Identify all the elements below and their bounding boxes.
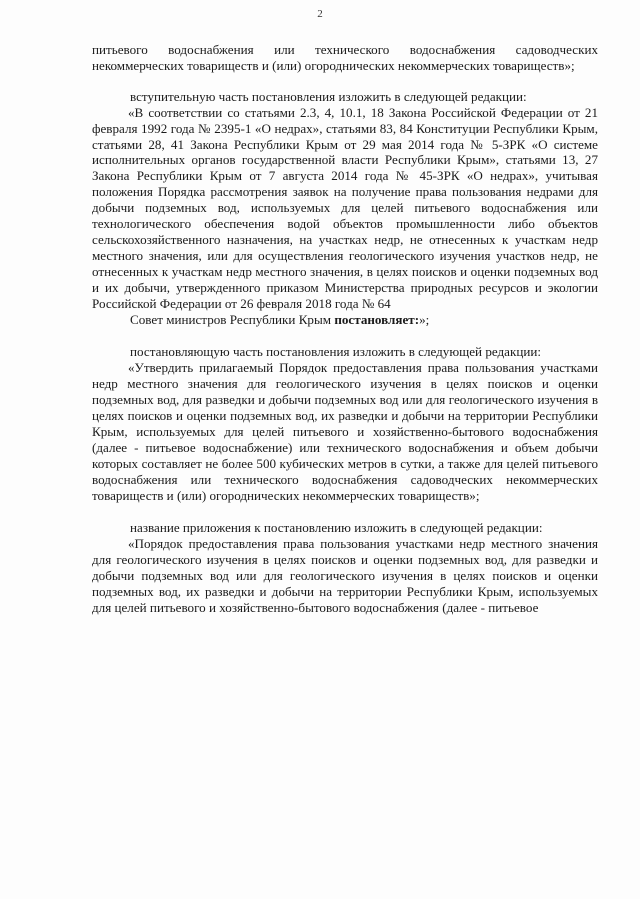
paragraph-appendix-title: «Порядок предоставления права пользования участками недр местного значения для геологического изучения в целях поисков и оценки подземных вод, для разведки и добычи подземных вод или для геологического изучения в целях поисков и оценки подземных вод, их разведки и добычи на территории Республики Крым, используемых для целей питьевого и хозяйственно-бытового водоснабжения (далее - питьевое — [92, 536, 598, 615]
paragraph-operative-instruction: постановляющую часть постановления изложить в следующей редакции: — [130, 344, 541, 360]
paragraph-appendix-instruction: название приложения к постановлению изложить в следующей редакции: — [130, 520, 543, 536]
paragraph-preamble-text: «В соответствии со статьями 2.3, 4, 10.1, 18 Закона Российской Федерации от 21 февраля 1992 года № 2395-1 «О недрах», статьями 83, 84 Конституции Республики Крым, статьями 28, 41 Закона Республики Крым от 29 мая 2014 года № 5-ЗРК «О системе исполнительных органов государственной власти Республики Крым», статьями 13, 27 Закона Республики Крым от 7 августа 2014 года № 45-ЗРК «О недрах», учитывая положения Порядка рассмотрения заявок на получение права пользования недрами для добычи подземных вод, используемых для целей питьевого водоснабжения или технологического обеспечения водой объектов промышленности либо объектов сельскохозяйственного назначения, на участках недр, не отнесенных к участкам недр местного значения, или для осуществления геологического изучения участков недр, не отнесенных к участкам недр местного значения, в целях поисков и оценки подземных вод и их добычи, утвержденного приказом Министерства природных ресурсов и экологии Российской Федерации от 26 февраля 2018 года № 64 — [92, 104, 598, 311]
page-number: 2 — [317, 8, 323, 20]
paragraph-resolves — [92, 312, 598, 328]
paragraph-preamble-instruction: вступительную часть постановления изложить в следующей редакции: — [130, 88, 527, 104]
document-body — [92, 42, 598, 616]
paragraph-operative-text: «Утвердить прилагаемый Порядок предоставления права пользования участками недр местного значения для геологического изучения в целях поисков и оценки подземных вод, для разведки и добычи подземных вод или для геологического изучения в целях поисков и оценки подземных вод, их разведки и добычи на территории Республики Крым, используемых для целей питьевого и хозяйственно-бытового водоснабжения (далее - питьевое водоснабжение) или технического водоснабжения и объем добычи которых составляет не более 500 кубических метров в сутки, а также для целей питьевого водоснабжения или технического водоснабжения садоводческих некоммерческих товариществ и (или) огороднических некоммерческих товариществ»; — [92, 360, 598, 503]
resolves-tail: »; — [419, 311, 430, 327]
resolves-keyword: постановляет: — [334, 311, 420, 327]
resolves-lead: Совет министров Республики Крым — [130, 311, 335, 327]
paragraph-continuation: питьевого водоснабжения или технического водоснабжения садоводческих некоммерческих товариществ и (или) огороднических некоммерческих товариществ»; — [92, 42, 598, 73]
